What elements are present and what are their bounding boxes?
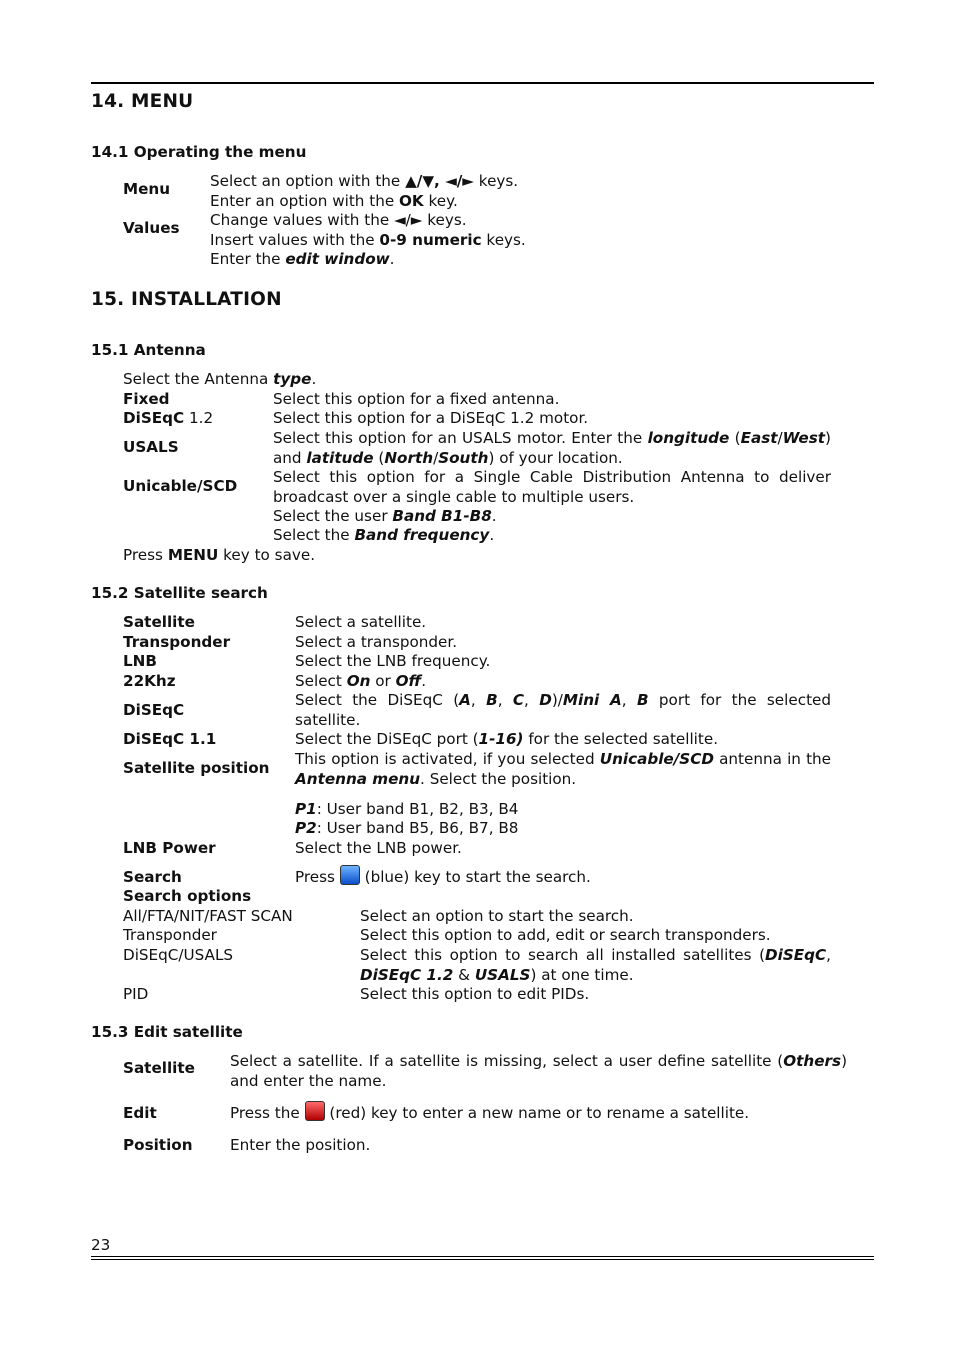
search-subheading: 15.2 Satellite search [91,584,268,602]
search-22khz-text: Select On or Off. [295,672,427,690]
search-lnb-label: LNB [123,652,157,670]
antenna-diseqc-label: DiSEqC 1.2 [123,409,214,427]
menu-label: Menu [123,180,171,198]
installation-heading: 15. INSTALLATION [91,289,282,310]
search-option-all-text: Select an option to start the search. [360,907,634,925]
page-number: 23 [91,1236,111,1254]
search-option-tp-label: Transponder [123,926,217,944]
antenna-unicable-freq: Select the Band frequency. [273,526,495,544]
antenna-intro: Select the Antenna type. [123,370,317,388]
menu-line2: Enter an option with the OK key. [210,192,458,210]
footer-rule-bottom [91,1259,874,1260]
blue-key-icon [340,865,360,885]
search-option-all-label: All/FTA/NIT/FAST SCAN [123,907,293,925]
red-key-icon [305,1101,325,1121]
antenna-fixed-text: Select this option for a fixed antenna. [273,390,560,408]
antenna-fixed-label: Fixed [123,390,170,408]
search-option-pid-label: PID [123,985,149,1003]
antenna-subheading: 15.1 Antenna [91,341,206,359]
search-search-text: Press (blue) key to start the search. [295,865,591,888]
edit-satellite-label: Satellite [123,1059,195,1077]
search-satpos-label: Satellite position [123,759,270,777]
menu-heading: 14. MENU [91,91,194,112]
search-satpos-text: This option is activated, if you selected Unicable/SCD antenna in the Antenna menu. Select the position. [295,750,831,788]
search-satellite-label: Satellite [123,613,195,631]
search-transponder-label: Transponder [123,633,231,651]
values-line3: Enter the edit window. [210,250,395,268]
search-diseqc11-label: DiSEqC 1.1 [123,730,217,748]
values-label: Values [123,219,180,237]
antenna-usals-text: Select this option for an USALS motor. Enter the longitude (East/West) and latitude (North/South) of your location. [273,429,831,467]
search-p2: P2: User band B5, B6, B7, B8 [295,819,519,837]
search-option-du-label: DiSEqC/USALS [123,946,234,964]
antenna-save-note: Press MENU key to save. [123,546,316,564]
search-option-tp-text: Select this option to add, edit or search transponders. [360,926,771,944]
search-options-label: Search options [123,887,252,905]
search-satellite-text: Select a satellite. [295,613,427,631]
edit-subheading: 15.3 Edit satellite [91,1023,243,1041]
antenna-unicable-text: Select this option for a Single Cable Distribution Antenna to deliver broadcast over a single cable to multiple users. [273,468,831,506]
edit-position-text: Enter the position. [230,1136,371,1154]
search-p1: P1: User band B1, B2, B3, B4 [295,800,519,818]
edit-position-label: Position [123,1136,193,1154]
search-lnbpower-label: LNB Power [123,839,216,857]
search-transponder-text: Select a transponder. [295,633,458,651]
search-option-pid-text: Select this option to edit PIDs. [360,985,590,1003]
edit-satellite-text: Select a satellite. If a satellite is missing, select a user define satellite (Others) and enter the name. [230,1052,847,1090]
antenna-unicable-band: Select the user Band B1-B8. [273,507,497,525]
search-search-label: Search [123,868,182,886]
search-option-du-text: Select this option to search all installed satellites (DiSEqC, DiSEqC 1.2 & USALS) at one time. [360,946,831,984]
footer-rule-top [91,1256,874,1257]
values-line1: Change values with the ◄/► keys. [210,211,467,229]
search-diseqc-text: Select the DiSEqC (A, B, C, D)/Mini A, B port for the selected satellite. [295,691,832,729]
search-lnbpower-text: Select the LNB power. [295,839,462,857]
antenna-unicable-label: Unicable/SCD [123,477,238,495]
search-diseqc11-text: Select the DiSEqC port (1-16) for the selected satellite. [295,730,719,748]
menu-subheading: 14.1 Operating the menu [91,143,307,161]
values-line2: Insert values with the 0-9 numeric keys. [210,231,526,249]
antenna-diseqc-text: Select this option for a DiSEqC 1.2 motor. [273,409,589,427]
search-diseqc-label: DiSEqC [123,701,185,719]
search-lnb-text: Select the LNB frequency. [295,652,491,670]
top-rule [91,82,874,84]
menu-line1: Select an option with the ▲/▼, ◄/► keys. [210,172,519,190]
edit-edit-label: Edit [123,1104,157,1122]
edit-edit-text: Press the (red) key to enter a new name or to rename a satellite. [230,1101,749,1124]
search-22khz-label: 22Khz [123,672,176,690]
antenna-usals-label: USALS [123,438,179,456]
